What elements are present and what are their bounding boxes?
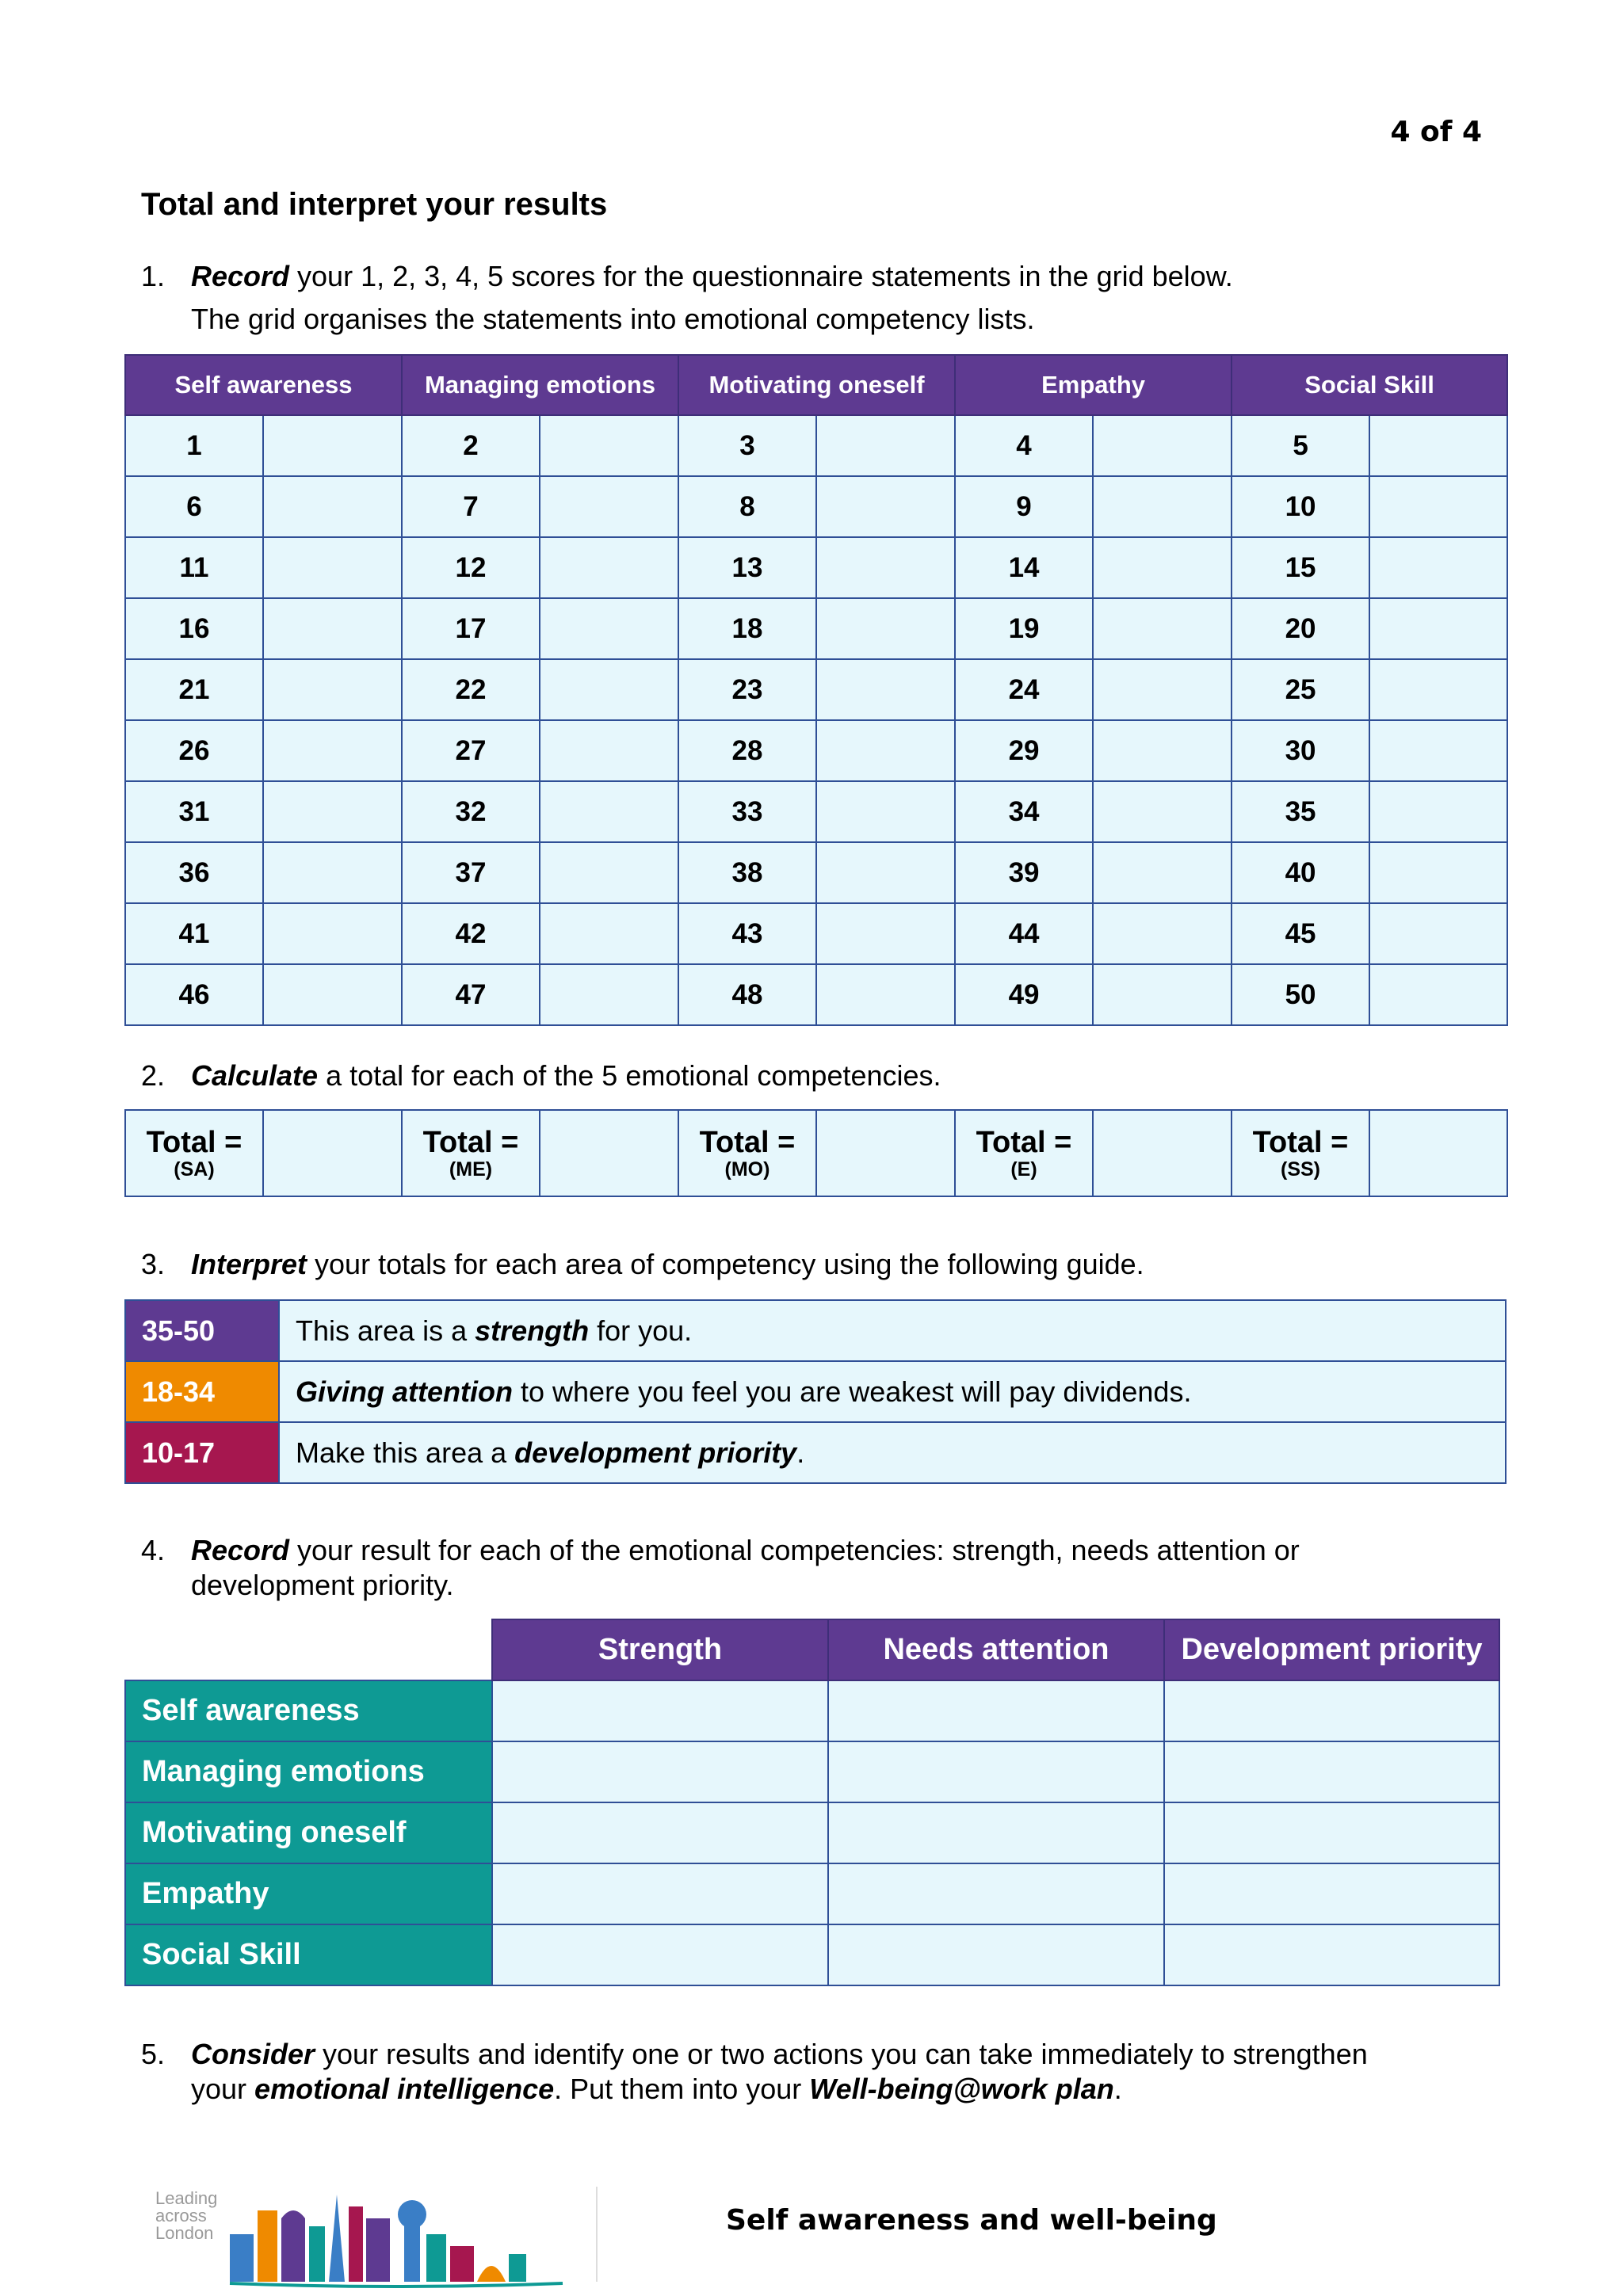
statement-number: 31 bbox=[125, 781, 263, 842]
total-abbreviation: (E) bbox=[1010, 1158, 1037, 1180]
score-cell[interactable] bbox=[816, 415, 955, 476]
statement-number: 36 bbox=[125, 842, 263, 903]
grid-header: Social Skill bbox=[1232, 355, 1507, 415]
step-keyword: Calculate bbox=[191, 1059, 319, 1092]
step-text bbox=[191, 2037, 1368, 2072]
score-grid bbox=[124, 354, 1508, 1026]
score-cell[interactable] bbox=[1369, 842, 1507, 903]
score-cell[interactable] bbox=[540, 964, 678, 1025]
score-cell[interactable] bbox=[263, 537, 402, 598]
grid-header: Managing emotions bbox=[402, 355, 678, 415]
london-skyline-logo bbox=[222, 2179, 571, 2290]
score-cell[interactable] bbox=[1369, 659, 1507, 720]
step-text-line2: development priority. bbox=[191, 1569, 454, 1601]
results-header: Strength bbox=[492, 1619, 828, 1680]
statement-number: 33 bbox=[678, 781, 816, 842]
step-text-line2: The grid organises the statements into emotional competency lists. bbox=[191, 303, 1035, 335]
result-cell[interactable] bbox=[492, 1863, 828, 1924]
step-body: your 1, 2, 3, 4, 5 scores for the questionnaire statements in the grid below. bbox=[289, 260, 1233, 292]
table-row bbox=[125, 1680, 1499, 1741]
statement-number: 42 bbox=[402, 903, 540, 964]
blank-header bbox=[125, 1619, 492, 1680]
table-row bbox=[125, 1802, 1499, 1863]
score-cell[interactable] bbox=[1093, 476, 1232, 537]
total-label: Total = bbox=[146, 1125, 242, 1159]
score-cell[interactable] bbox=[1093, 720, 1232, 781]
statement-number: 39 bbox=[955, 842, 1093, 903]
statement-number: 19 bbox=[955, 598, 1093, 659]
page-title: Total and interpret your results bbox=[141, 187, 608, 222]
guide-description bbox=[279, 1361, 1506, 1422]
statement-number: 10 bbox=[1232, 476, 1369, 537]
statement-number: 7 bbox=[402, 476, 540, 537]
statement-number: 46 bbox=[125, 964, 263, 1025]
total-label-cell bbox=[1232, 1110, 1369, 1196]
score-cell[interactable] bbox=[1093, 903, 1232, 964]
text-segment: for you. bbox=[589, 1314, 693, 1347]
total-abbreviation: (SA) bbox=[174, 1158, 215, 1180]
statement-number: 37 bbox=[402, 842, 540, 903]
score-cell[interactable] bbox=[540, 781, 678, 842]
table-row bbox=[125, 1863, 1499, 1924]
score-cell[interactable] bbox=[263, 842, 402, 903]
score-cell[interactable] bbox=[540, 903, 678, 964]
step-text-line2 bbox=[191, 2072, 1122, 2107]
results-header: Development priority bbox=[1164, 1619, 1499, 1680]
statement-number: 43 bbox=[678, 903, 816, 964]
logo-text bbox=[155, 2190, 217, 2242]
text-segment: This area is a bbox=[296, 1314, 475, 1347]
table-row bbox=[125, 476, 1507, 537]
competency-label: Social Skill bbox=[125, 1924, 492, 1985]
score-cell[interactable] bbox=[816, 781, 955, 842]
total-value-cell[interactable] bbox=[540, 1110, 678, 1196]
statement-number: 29 bbox=[955, 720, 1093, 781]
statement-number: 30 bbox=[1232, 720, 1369, 781]
result-cell[interactable] bbox=[828, 1680, 1164, 1741]
total-label: Total = bbox=[1252, 1125, 1349, 1159]
score-cell[interactable] bbox=[540, 842, 678, 903]
statement-number: 32 bbox=[402, 781, 540, 842]
statement-number: 8 bbox=[678, 476, 816, 537]
table-row bbox=[125, 842, 1507, 903]
score-cell[interactable] bbox=[1369, 598, 1507, 659]
statement-number: 15 bbox=[1232, 537, 1369, 598]
score-cell[interactable] bbox=[263, 720, 402, 781]
interpretation-guide bbox=[124, 1299, 1507, 1484]
table-row bbox=[125, 598, 1507, 659]
statement-number: 14 bbox=[955, 537, 1093, 598]
score-cell[interactable] bbox=[816, 842, 955, 903]
total-label: Total = bbox=[976, 1125, 1072, 1159]
step-body: your totals for each area of competency using the following guide. bbox=[307, 1248, 1144, 1280]
step-text bbox=[191, 1247, 1144, 1282]
score-cell[interactable] bbox=[263, 964, 402, 1025]
total-value-cell[interactable] bbox=[263, 1110, 402, 1196]
statement-number: 3 bbox=[678, 415, 816, 476]
guide-description bbox=[279, 1422, 1506, 1483]
page-number: 4 of 4 bbox=[1390, 116, 1482, 148]
step-keyword: Consider bbox=[191, 2038, 315, 2070]
statement-number: 1 bbox=[125, 415, 263, 476]
score-cell[interactable] bbox=[816, 476, 955, 537]
score-cell[interactable] bbox=[540, 476, 678, 537]
statement-number: 23 bbox=[678, 659, 816, 720]
statement-number: 12 bbox=[402, 537, 540, 598]
step-number: 4. bbox=[141, 1534, 166, 1566]
result-cell[interactable] bbox=[828, 1802, 1164, 1863]
totals-table bbox=[124, 1109, 1508, 1197]
table-row bbox=[125, 720, 1507, 781]
text-segment: . bbox=[1113, 2073, 1122, 2105]
competency-label: Empathy bbox=[125, 1863, 492, 1924]
step-number: 5. bbox=[141, 2038, 166, 2070]
score-cell[interactable] bbox=[1093, 598, 1232, 659]
score-cell[interactable] bbox=[1369, 781, 1507, 842]
total-label: Total = bbox=[699, 1125, 796, 1159]
score-cell[interactable] bbox=[1093, 659, 1232, 720]
table-row bbox=[125, 415, 1507, 476]
footer-divider bbox=[596, 2187, 598, 2282]
statement-number: 16 bbox=[125, 598, 263, 659]
statement-number: 27 bbox=[402, 720, 540, 781]
score-cell[interactable] bbox=[1093, 781, 1232, 842]
statement-number: 35 bbox=[1232, 781, 1369, 842]
score-cell[interactable] bbox=[1369, 903, 1507, 964]
logo-line: across bbox=[155, 2206, 207, 2225]
guide-row bbox=[125, 1422, 1506, 1483]
table-row bbox=[125, 659, 1507, 720]
table-row bbox=[125, 781, 1507, 842]
statement-number: 5 bbox=[1232, 415, 1369, 476]
statement-number: 9 bbox=[955, 476, 1093, 537]
footer-title: Self awareness and well-being bbox=[726, 2204, 1217, 2237]
table-row bbox=[125, 964, 1507, 1025]
result-cell[interactable] bbox=[1164, 1863, 1499, 1924]
table-row bbox=[125, 1924, 1499, 1985]
score-cell[interactable] bbox=[1093, 415, 1232, 476]
score-range: 18-34 bbox=[125, 1361, 279, 1422]
statement-number: 34 bbox=[955, 781, 1093, 842]
total-abbreviation: (MO) bbox=[724, 1158, 770, 1180]
total-label-cell bbox=[955, 1110, 1093, 1196]
text-segment: your bbox=[191, 2073, 255, 2105]
total-label-cell bbox=[125, 1110, 263, 1196]
score-cell[interactable] bbox=[540, 537, 678, 598]
logo-line: London bbox=[155, 2223, 214, 2243]
grid-header: Motivating oneself bbox=[678, 355, 955, 415]
result-cell[interactable] bbox=[828, 1924, 1164, 1985]
score-cell[interactable] bbox=[540, 415, 678, 476]
emphasis: emotional intelligence bbox=[254, 2073, 555, 2105]
statement-number: 25 bbox=[1232, 659, 1369, 720]
result-cell[interactable] bbox=[1164, 1741, 1499, 1802]
step-body: a total for each of the 5 emotional competencies. bbox=[318, 1059, 941, 1092]
score-cell[interactable] bbox=[263, 781, 402, 842]
total-label-cell bbox=[678, 1110, 816, 1196]
statement-number: 22 bbox=[402, 659, 540, 720]
score-cell[interactable] bbox=[263, 598, 402, 659]
step-keyword: Record bbox=[191, 1534, 290, 1566]
results-table bbox=[124, 1619, 1500, 1986]
statement-number: 18 bbox=[678, 598, 816, 659]
score-cell[interactable] bbox=[263, 659, 402, 720]
statement-number: 47 bbox=[402, 964, 540, 1025]
statement-number: 49 bbox=[955, 964, 1093, 1025]
guide-description bbox=[279, 1300, 1506, 1361]
statement-number: 40 bbox=[1232, 842, 1369, 903]
competency-label: Motivating oneself bbox=[125, 1802, 492, 1863]
total-abbreviation: (SS) bbox=[1281, 1158, 1320, 1180]
score-cell[interactable] bbox=[816, 903, 955, 964]
logo-line: Leading bbox=[155, 2188, 218, 2208]
score-cell[interactable] bbox=[816, 720, 955, 781]
result-cell[interactable] bbox=[492, 1680, 828, 1741]
statement-number: 2 bbox=[402, 415, 540, 476]
result-cell[interactable] bbox=[1164, 1924, 1499, 1985]
statement-number: 38 bbox=[678, 842, 816, 903]
score-cell[interactable] bbox=[1369, 720, 1507, 781]
statement-number: 48 bbox=[678, 964, 816, 1025]
results-header: Needs attention bbox=[828, 1619, 1164, 1680]
statement-number: 44 bbox=[955, 903, 1093, 964]
statement-number: 17 bbox=[402, 598, 540, 659]
step-number: 2. bbox=[141, 1059, 166, 1092]
statement-number: 45 bbox=[1232, 903, 1369, 964]
result-cell[interactable] bbox=[1164, 1802, 1499, 1863]
statement-number: 20 bbox=[1232, 598, 1369, 659]
table-row bbox=[125, 1741, 1499, 1802]
total-value-cell[interactable] bbox=[816, 1110, 955, 1196]
text-segment: to where you feel you are weakest will pay dividends. bbox=[513, 1375, 1192, 1408]
statement-number: 24 bbox=[955, 659, 1093, 720]
statement-number: 4 bbox=[955, 415, 1093, 476]
guide-row bbox=[125, 1300, 1506, 1361]
competency-label: Managing emotions bbox=[125, 1741, 492, 1802]
step-text bbox=[191, 1058, 941, 1093]
score-cell[interactable] bbox=[1369, 415, 1507, 476]
score-range: 35-50 bbox=[125, 1300, 279, 1361]
text-segment: Make this area a bbox=[296, 1436, 515, 1469]
guide-row bbox=[125, 1361, 1506, 1422]
emphasis: Giving attention bbox=[296, 1375, 513, 1408]
table-row bbox=[125, 903, 1507, 964]
statement-number: 6 bbox=[125, 476, 263, 537]
score-cell[interactable] bbox=[816, 537, 955, 598]
score-cell[interactable] bbox=[540, 598, 678, 659]
statement-number: 50 bbox=[1232, 964, 1369, 1025]
total-value-cell[interactable] bbox=[1093, 1110, 1232, 1196]
total-value-cell[interactable] bbox=[1369, 1110, 1507, 1196]
step-number: 3. bbox=[141, 1248, 166, 1280]
step-body: your result for each of the emotional competencies: strength, needs attention or bbox=[289, 1534, 1300, 1566]
score-cell[interactable] bbox=[1093, 537, 1232, 598]
grid-header: Empathy bbox=[955, 355, 1232, 415]
score-cell[interactable] bbox=[816, 598, 955, 659]
step-number: 1. bbox=[141, 260, 166, 292]
step-text bbox=[191, 1533, 1300, 1568]
statement-number: 21 bbox=[125, 659, 263, 720]
score-cell[interactable] bbox=[1093, 964, 1232, 1025]
result-cell[interactable] bbox=[492, 1741, 828, 1802]
score-cell[interactable] bbox=[540, 659, 678, 720]
result-cell[interactable] bbox=[492, 1924, 828, 1985]
grid-header: Self awareness bbox=[125, 355, 402, 415]
result-cell[interactable] bbox=[828, 1741, 1164, 1802]
score-cell[interactable] bbox=[816, 659, 955, 720]
score-cell[interactable] bbox=[263, 903, 402, 964]
statement-number: 26 bbox=[125, 720, 263, 781]
score-cell[interactable] bbox=[1369, 476, 1507, 537]
competency-label: Self awareness bbox=[125, 1680, 492, 1741]
step-body: your results and identify one or two actions you can take immediately to strengthen bbox=[315, 2038, 1368, 2070]
score-cell[interactable] bbox=[263, 415, 402, 476]
emphasis: strength bbox=[475, 1314, 590, 1347]
score-cell[interactable] bbox=[1369, 537, 1507, 598]
step-keyword: Record bbox=[191, 260, 290, 292]
score-cell[interactable] bbox=[263, 476, 402, 537]
result-cell[interactable] bbox=[492, 1802, 828, 1863]
total-label-cell bbox=[402, 1110, 540, 1196]
text-segment: . bbox=[796, 1436, 805, 1469]
total-abbreviation: (ME) bbox=[449, 1158, 493, 1180]
step-text bbox=[191, 259, 1233, 294]
score-cell[interactable] bbox=[1093, 842, 1232, 903]
result-cell[interactable] bbox=[828, 1863, 1164, 1924]
emphasis: Well-being@work plan bbox=[809, 2073, 1114, 2105]
total-label: Total = bbox=[422, 1125, 519, 1159]
statement-number: 13 bbox=[678, 537, 816, 598]
text-segment: . Put them into your bbox=[554, 2073, 810, 2105]
score-cell[interactable] bbox=[816, 964, 955, 1025]
statement-number: 41 bbox=[125, 903, 263, 964]
table-row bbox=[125, 537, 1507, 598]
score-cell[interactable] bbox=[540, 720, 678, 781]
statement-number: 28 bbox=[678, 720, 816, 781]
emphasis: development priority bbox=[514, 1436, 797, 1469]
score-cell[interactable] bbox=[1369, 964, 1507, 1025]
result-cell[interactable] bbox=[1164, 1680, 1499, 1741]
statement-number: 11 bbox=[125, 537, 263, 598]
step-keyword: Interpret bbox=[191, 1248, 307, 1280]
score-range: 10-17 bbox=[125, 1422, 279, 1483]
